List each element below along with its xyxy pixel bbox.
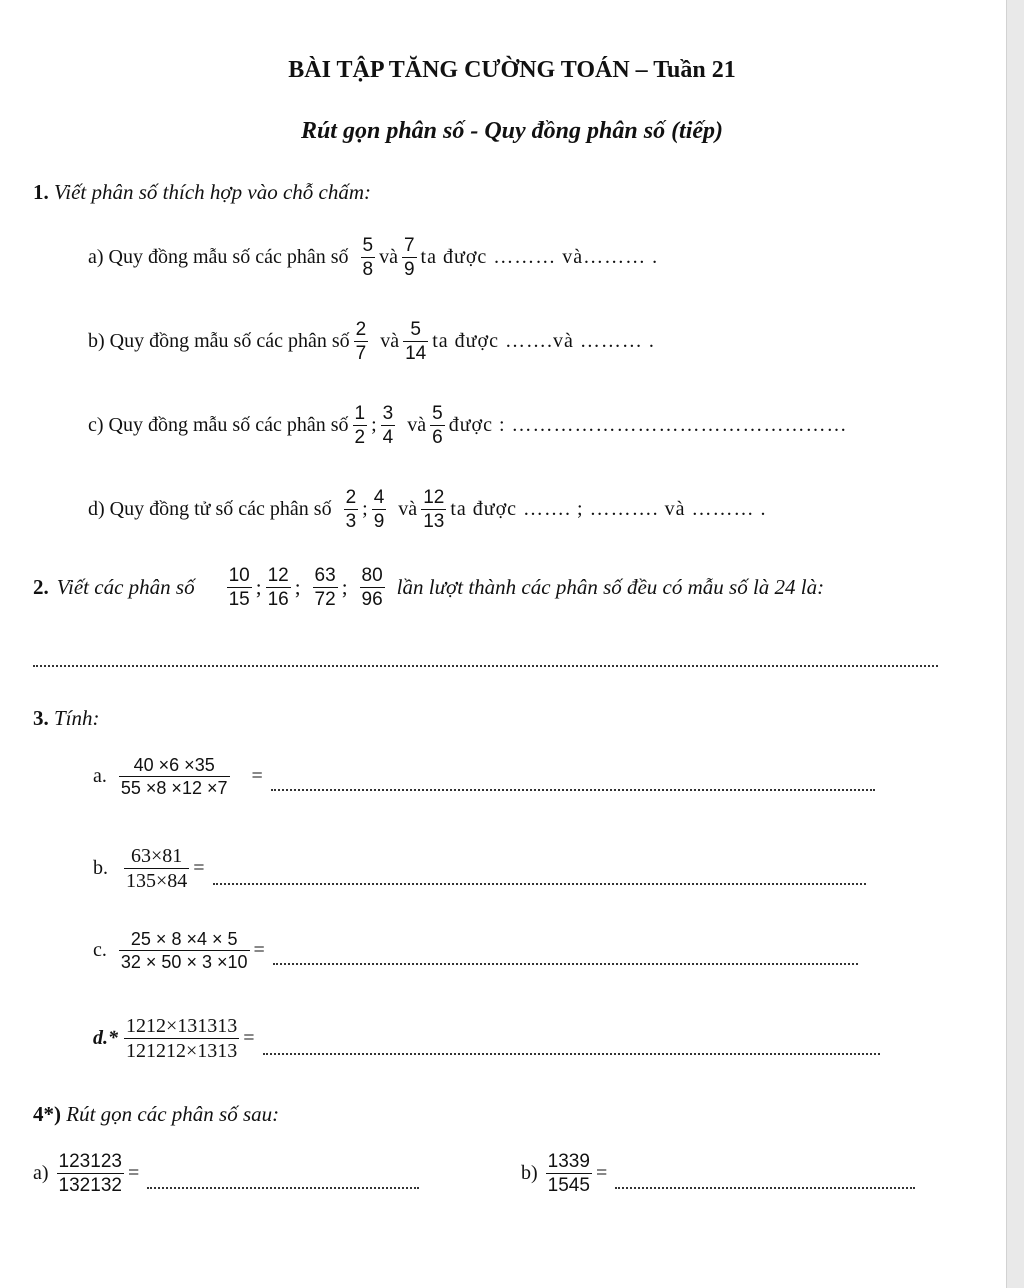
- fraction: $\frac{63\times 81}{135\times 84}$: [126, 845, 188, 892]
- ex1-d-and: và: [398, 498, 418, 520]
- ex3-b: [93, 846, 866, 891]
- fraction: $\frac{2}{3}$: [345, 487, 357, 532]
- answer-blank: [213, 882, 866, 885]
- ex1-b-and: và: [380, 330, 400, 352]
- ex4-heading: [33, 1102, 279, 1127]
- fraction: $\frac{1212\times 131313}{121212\times 1313}$: [126, 1015, 238, 1062]
- fraction: $\frac{80}{96}$: [361, 565, 383, 610]
- ex3-a: [93, 756, 875, 797]
- equals: =: [127, 1162, 140, 1184]
- ex1-b-blank: ta được …….và ……… .: [432, 330, 655, 352]
- separator: ;: [341, 575, 348, 599]
- page-subtitle: Rút gọn phân số - Quy đồng phân số (tiếp): [300, 118, 724, 144]
- equals: =: [253, 939, 265, 961]
- ex3-c: [93, 930, 858, 971]
- separator: ;: [362, 498, 368, 520]
- answer-blank: [615, 1186, 915, 1189]
- ex1-a: [88, 236, 658, 279]
- ex1-d-blank: ta được ……. ; ………. và ……… .: [450, 498, 767, 520]
- ex1-d: [88, 488, 767, 531]
- ex1-b: [88, 320, 655, 363]
- ex4-a: [33, 1152, 419, 1195]
- ex1-text: Viết phân số thích hợp vào chỗ chấm:: [54, 180, 371, 204]
- ex2: [33, 566, 824, 609]
- ex3-heading: [33, 706, 100, 731]
- ex3-b-label: b.: [93, 857, 108, 879]
- ex2-number: 2.: [33, 575, 49, 599]
- ex1-number: 1.: [33, 180, 49, 204]
- separator: ;: [255, 575, 262, 599]
- ex4-number: 4*): [33, 1102, 61, 1126]
- fraction: $\frac{3}{4}$: [382, 403, 394, 448]
- answer-blank: [263, 1052, 880, 1055]
- fraction: $\frac{10}{15}$: [228, 565, 250, 610]
- separator: ;: [371, 414, 377, 436]
- ex1-c: [88, 404, 848, 447]
- fraction: $\frac{5}{8}$: [362, 235, 374, 280]
- fraction: $\frac{2}{7}$: [355, 319, 367, 364]
- ex4-b: [521, 1152, 915, 1195]
- ex3-text: Tính:: [54, 706, 100, 730]
- separator: ;: [294, 575, 301, 599]
- ex3-number: 3.: [33, 706, 49, 730]
- ex3-d-label: d.*: [93, 1027, 118, 1049]
- equals: =: [243, 1027, 255, 1049]
- fraction: $\frac{25 \times 8 \times 4 \times 5}{32 \times 50 \times 3 \times 10}$: [120, 929, 248, 972]
- answer-blank: [273, 962, 858, 965]
- fraction: $\frac{5}{6}$: [432, 403, 443, 448]
- ex2-text: Viết các phân số: [56, 575, 195, 599]
- ex1-a-prefix: a) Quy đồng mẫu số các phân số: [88, 246, 349, 268]
- ex3-d: [93, 1016, 880, 1061]
- fraction: $\frac{4}{9}$: [373, 487, 385, 532]
- ex1-d-prefix: d) Quy đồng tử số các phân số: [88, 498, 332, 520]
- ex1-c-and: và: [407, 414, 427, 436]
- ex1-b-prefix: b) Quy đồng mẫu số các phân số: [88, 330, 350, 352]
- fraction: $\frac{123123}{132132}$: [58, 1151, 122, 1196]
- fraction: $\frac{7}{9}$: [403, 235, 415, 280]
- fraction: $\frac{63}{72}$: [314, 565, 336, 610]
- page-edge: [1006, 0, 1024, 1288]
- fraction: $\frac{1339}{1545}$: [547, 1151, 590, 1196]
- fraction: $\frac{40 \times 6 \times 35}{55 \times 8 \times 12 \times 7}$: [120, 755, 228, 798]
- ex1-c-prefix: c) Quy đồng mẫu số các phân số: [88, 414, 349, 436]
- equals: =: [595, 1162, 608, 1184]
- ex4-a-label: a): [33, 1162, 49, 1184]
- fraction: $\frac{12}{13}$: [423, 487, 445, 532]
- answer-blank: [271, 788, 875, 791]
- answer-dotted-line: [33, 665, 938, 667]
- ex2-tail: lần lượt thành các phân số đều có mẫu số là 24 là:: [396, 575, 825, 599]
- answer-blank: [147, 1186, 419, 1189]
- ex4-b-label: b): [521, 1162, 538, 1184]
- equals: =: [193, 857, 205, 879]
- ex4-text: Rút gọn các phân số sau:: [66, 1102, 280, 1126]
- fraction: $\frac{1}{2}$: [354, 403, 366, 448]
- ex3-a-label: a.: [93, 765, 107, 787]
- ex3-c-label: c.: [93, 939, 107, 961]
- equals: =: [251, 765, 263, 787]
- ex1-a-and: và: [379, 246, 398, 268]
- ex1-c-blank: được : …………………………………………: [448, 414, 848, 436]
- ex1-heading: [33, 180, 371, 205]
- page-title: BÀI TẬP TĂNG CƯỜNG TOÁN – Tuần 21: [288, 57, 736, 83]
- fraction: $\frac{12}{16}$: [267, 565, 289, 610]
- fraction: $\frac{5}{14}$: [405, 319, 427, 364]
- ex1-a-blank: ta được ……… và……… .: [420, 246, 659, 268]
